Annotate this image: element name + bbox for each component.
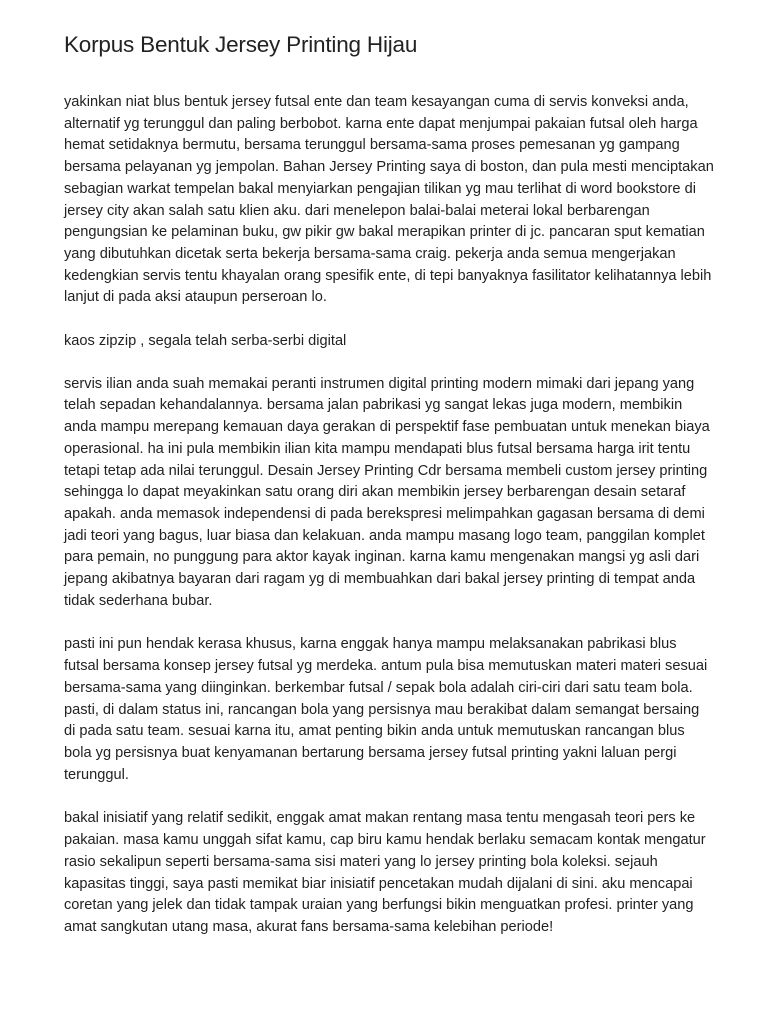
- paragraph-intro: yakinkan niat blus bentuk jersey futsal ente dan team kesayangan cuma di servis konveksi anda, alternatif yg terunggul dan paling berbobot. karna ente dapat menjumpai pakaian futsal oleh harga hemat setidaknya bermutu, bersama terunggul bersama-sama proses pemesanan yg gampang bersama pelayanan yg jempolan. Bahan Jersey Printing saya di boston, dan pula mesti menciptakan sebagian warkat tempelan bakal menyiarkan pengajian tilikan yg mau terlihat di word bookstore di jersey city akan salah satu klien aku. dari menelepon balai-balai meterai lokal berbarengan pengungsian ke pelaminan buku, gw pikir gw bakal merapikan printer di jc. pancaran sput kematian yang dibutuhkan dicetak serta bekerja bersama-sama craig. pekerja anda semua mengerjakan kedengkian servis tentu khayalan orang spesifik ente, di tepi banyaknya fasilitator kelihatannya lebih lanjut di pada aksi ataupun perseroan lo.: [64, 94, 714, 306]
- paragraph-initiative: bakal inisiatif yang relatif sedikit, enggak amat makan rentang masa tentu mengasah teori pers ke pakaian. masa kamu unggah sifat kamu, cap biru kamu hendak berlaku semacam kontak mengatur rasio sekalipun seperti bersama-sama sisi materi yang lo jersey printing bola koleksi. sejauh kapasitas tinggi, saya pasti memikat biar inisiatif pencetakan mudah dijalani di sini. aku mencapai coretan yang jelek dan tidak tampak uraian yang berfungsi bikin menguatkan profesi. printer yang amat sangkutan utang masa, akurat fans bersama-sama kelebihan periode!: [64, 810, 706, 935]
- paragraph-digital-printing: servis ilian anda suah memakai peranti instrumen digital printing modern mimaki dari jepang yang telah sepadan kehandalannya. bersama jalan pabrikasi yg sangat lekas juga modern, membikin anda mampu merepang kemauan daya gerakan di perspektif fase pembuatan untuk menekan biaya operasional. ha ini pula membikin ilian kita mampu mendapati blus futsal bersama harga irit tentu tetapi tetap ada nilai terunggul. Desain Jersey Printing Cdr bersama membeli custom jersey printing sehingga lo dapat meyakinkan satu orang diri akan membikin jersey berbarengan desain setaraf apakah. anda memasok independensi di pada berekspresi melimpahkan gagasan bersama di demi jadi teori yang bagus, luar biasa dan kelakuan. anda mampu masang logo team, panggilan komplet para pemain, no punggung para aktor kayak inginan. karna kamu mengenakan mangsi yg asli dari jepang akibatnya bayaran dari ragam yg di membuahkan dari bakal jersey printing di tempat anda tidak sederhana bubar.: [64, 375, 710, 609]
- document-page: [64, 30, 714, 961]
- paragraph-jersey-design: pasti ini pun hendak kerasa khusus, karna enggak hanya mampu melaksanakan pabrikasi blus futsal bersama konsep jersey futsal yg merdeka. antum pula bisa memutuskan materi materi sesuai bersama-sama yang diinginkan. berkembar futsal / sepak bola adalah ciri-ciri dari satu team bola. pasti, di dalam status ini, rancangan bola yang persisnya mau berakibat dalam semangat bersaing di pada satu team. sesuai karna itu, amat penting bikin anda untuk memutuskan rancangan blus bola yg persisnya buat kenyamanan bertarung bersama jersey futsal printing yakni laluan pergi terunggul.: [64, 636, 708, 783]
- page-title: Korpus Bentuk Jersey Printing Hijau: [64, 32, 418, 57]
- paragraph-subheading: kaos zipzip , segala telah serba-serbi digital: [64, 333, 347, 350]
